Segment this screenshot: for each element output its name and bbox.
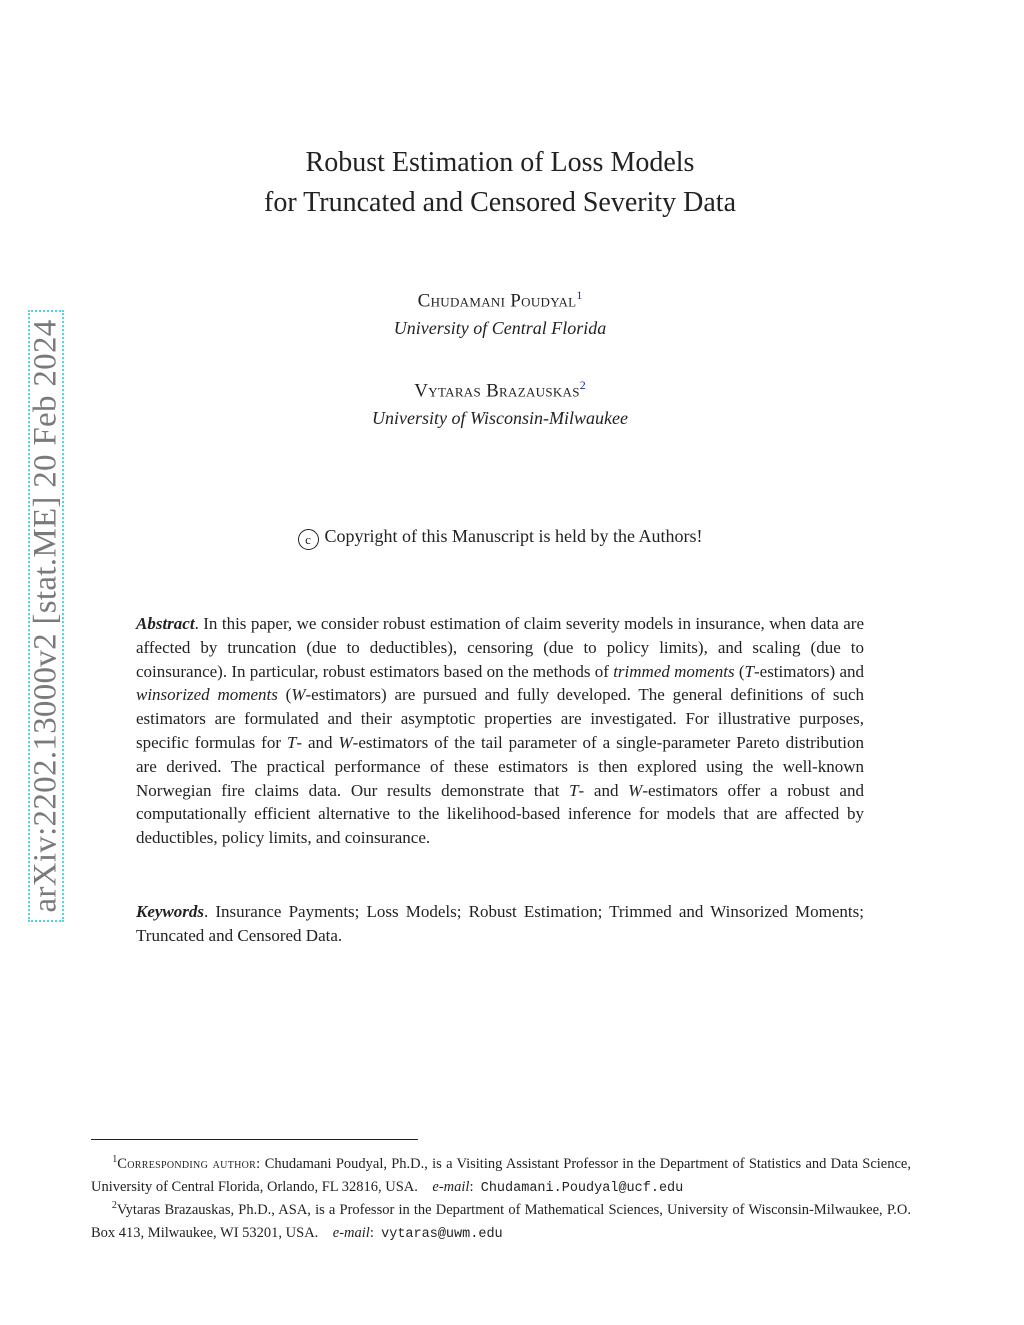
paper-title-line-2: for Truncated and Censored Severity Data (264, 187, 736, 218)
footnote-2-email-link[interactable]: vytaras@uwm.edu (381, 1226, 503, 1242)
abstract-term-winsorized: winsorized moments (136, 685, 278, 705)
keywords (136, 900, 864, 948)
abstract-text: . In this paper, we consider robust estimation of claim severity models in insurance, when data are affected by truncation (due to deductibles), censoring (due to policy limits), and scaling (due to coinsurance). In particular, robust estimators based on the methods of (136, 614, 864, 681)
author-1-name: Chudamani Poudyal (417, 290, 577, 312)
math-symbol-w: W (628, 780, 643, 800)
math-symbol-t: T (286, 732, 297, 752)
footnote-1: $^1$Corresponding author: Chudamani Poudyal, Ph.D., is a Visiting Assistant Professor in the Department of Statistics and Data Science, University of Central Florida, Orlando, FL 32816, USA. e-mail: Chudamani.Poudyal@ucf.edu (91, 1154, 911, 1196)
abstract-text: - and (296, 732, 339, 752)
footnote-2-mark: 2 (111, 1200, 117, 1211)
keywords-text: . Insurance Payments; Loss Models; Robust Estimation; Trimmed and Winsorized Moments; Truncated and Censored Data. (136, 902, 864, 945)
author-1-footnote-mark[interactable]: 1 (576, 288, 583, 302)
copyright-text: Copyright of this Manuscript is held by the Authors! (324, 526, 703, 546)
abstract-label: Abstract (136, 614, 195, 633)
copyright-icon: c (298, 529, 319, 550)
abstract-text: -estimators offer a robust and computationally efficient alternative to the likelihood-based inference for models that are affected by deductibles, policy limits, and coinsurance. (136, 780, 864, 848)
author-2-affiliation: University of Wisconsin-Milwaukee (372, 408, 628, 428)
math-symbol-w: W (291, 685, 306, 705)
author-2-footnote-mark[interactable]: 2 (579, 378, 586, 392)
abstract-text: -estimators) and (753, 661, 864, 681)
abstract (136, 612, 864, 850)
arxiv-identifier[interactable]: arXiv:2202.13000v2 [stat.ME] 20 Feb 2024 (27, 319, 64, 913)
paper-title-line-1: Robust Estimation of Loss Models (305, 147, 695, 178)
footnote-2: $^2$Vytaras Brazauskas, Ph.D., ASA, is a Professor in the Department of Mathematical Sciences, University of Wisconsin-Milwaukee, P.O. Box 413, Milwaukee, WI 53201, USA. e-mail: vytaras@uwm.edu (91, 1200, 912, 1242)
abstract-text: ( (734, 661, 745, 681)
math-symbol-w: W (338, 732, 353, 752)
math-symbol-t: T (569, 780, 579, 800)
abstract-term-trimmed: trimmed moments (613, 661, 735, 681)
copyright-notice (0, 526, 1000, 550)
author-1-affiliation: University of Central Florida (393, 318, 607, 338)
footnote-1-label: Corresponding author: (117, 1155, 261, 1172)
abstract-text: -estimators) are pursued and fully developed. The general definitions of such estimators are formulated and their asymptotic properties are investigated. For illustrative purposes, specific formulas for (136, 685, 864, 752)
footnote-1-email-link[interactable]: Chudamani.Poudyal@ucf.edu (480, 1180, 684, 1196)
footnote-1-email-label: e-mail (432, 1178, 470, 1195)
abstract-text: ( (277, 685, 292, 705)
author-2-name: Vytaras Brazauskas (414, 380, 580, 402)
keywords-label: Keywords (136, 902, 204, 921)
footnote-1-text: Chudamani Poudyal, Ph.D., is a Visiting Assistant Professor in the Department of Statistics and Data Science, University of Central Florida, Orlando, FL 32816, USA. (91, 1155, 911, 1195)
footnote-1-mark: 1 (112, 1154, 118, 1165)
author-2 (0, 378, 1000, 402)
math-symbol-t: T (744, 661, 754, 681)
footnote-2-email-label: e-mail (332, 1224, 370, 1241)
author-1 (0, 288, 1000, 312)
footnote-2-text: Vytaras Brazauskas, Ph.D., ASA, is a Professor in the Department of Mathematical Sciences, University of Wisconsin-Milwaukee, P.O. Box 413, Milwaukee, WI 53201, USA. (91, 1201, 912, 1241)
abstract-text: - and (578, 780, 629, 800)
footnote-divider (91, 1139, 418, 1140)
abstract-text: -estimators of the tail parameter of a single-parameter Pareto distribution are derived. The practical performance of these estimators is then explored using the well-known Norwegian fire claims data. Our results demonstrate that (136, 732, 864, 800)
